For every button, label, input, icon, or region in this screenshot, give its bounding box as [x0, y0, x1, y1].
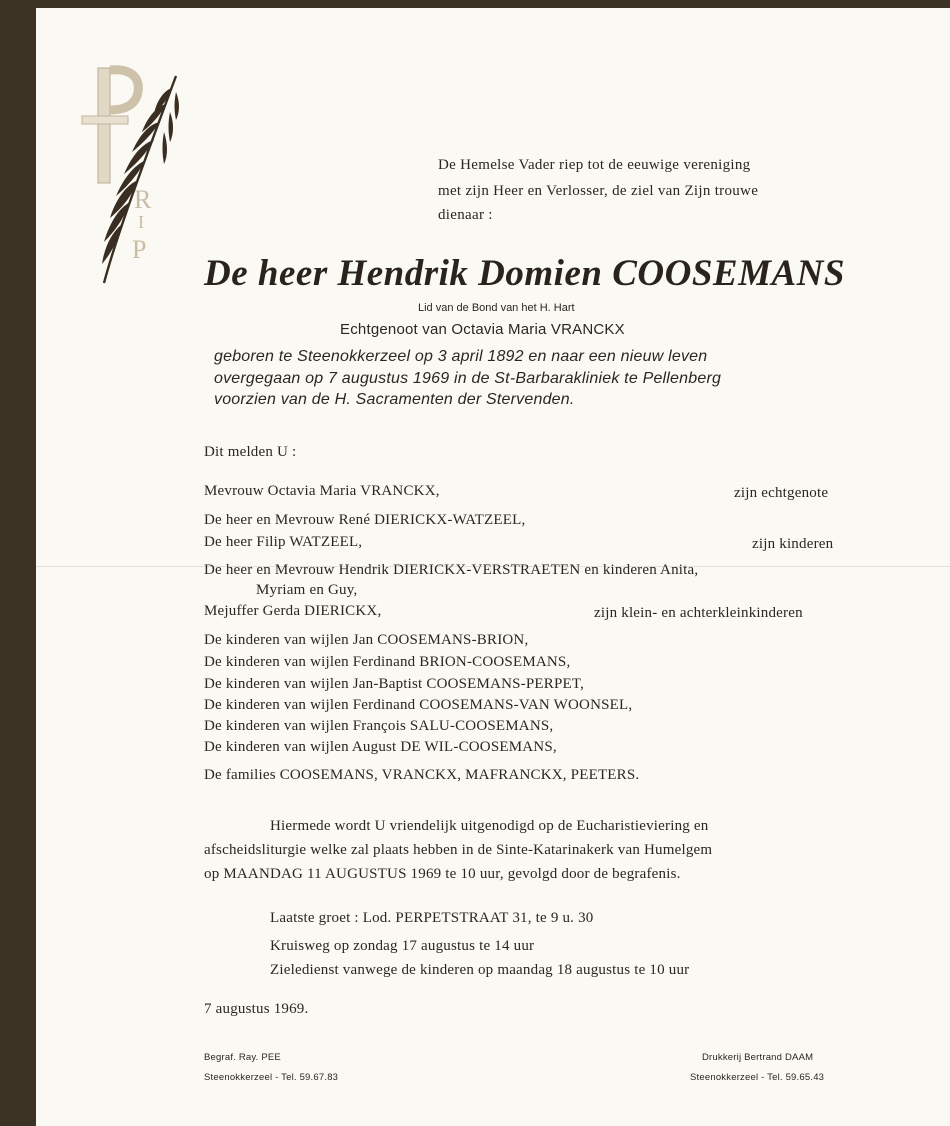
- spouse-mourner: Mevrouw Octavia Maria VRANCKX,: [204, 483, 440, 499]
- undertaker-name: Begraf. Ray. PEE: [204, 1052, 281, 1063]
- printer-name: Drukkerij Bertrand DAAM: [702, 1052, 814, 1063]
- svg-text:I: I: [138, 212, 144, 232]
- schedule-line: Laatste groet : Lod. PERPETSTRAAT 31, te 9 u. 30: [270, 910, 594, 926]
- schedule-line: Kruisweg op zondag 17 augustus te 14 uur: [270, 938, 535, 954]
- svg-text:P: P: [132, 235, 147, 264]
- relative-line: De kinderen van wijlen Ferdinand BRION-COOSEMANS,: [204, 654, 571, 670]
- relative-line: De kinderen van wijlen Jan COOSEMANS-BRION,: [204, 632, 529, 648]
- invitation-line-3: op MAANDAG 11 AUGUSTUS 1969 te 10 uur, gevolgd door de begrafenis.: [204, 866, 681, 882]
- membership-line: Lid van de Bond van het H. Hart: [418, 302, 575, 314]
- children-role: zijn kinderen: [752, 536, 834, 552]
- grandchildren-line-1: De heer en Mevrouw Hendrik DIERICKX-VERSTRAETEN en kinderen Anita,: [204, 562, 699, 578]
- announce-line: Dit melden U :: [204, 444, 297, 460]
- grandchildren-role: zijn klein- en achterkleinkinderen: [594, 605, 803, 621]
- printer-address: Steenokkerzeel - Tel. 59.65.43: [690, 1072, 825, 1083]
- svg-text:R: R: [134, 185, 152, 214]
- undertaker-address: Steenokkerzeel - Tel. 59.67.83: [204, 1072, 339, 1083]
- relative-line: De kinderen van wijlen François SALU-COOSEMANS,: [204, 718, 554, 734]
- grandchildren-line-2: Mejuffer Gerda DIERICKX,: [204, 603, 382, 619]
- deceased-name: De heer Hendrik Domien COOSEMANS: [204, 253, 845, 294]
- invitation-line-1: Hiermede wordt U vriendelijk uitgenodigd op de Eucharistieviering en: [270, 818, 709, 834]
- schedule-line: Zieledienst vanwege de kinderen op maandag 18 augustus te 10 uur: [270, 962, 690, 978]
- children-line-1: De heer en Mevrouw René DIERICKX-WATZEEL,: [204, 512, 526, 528]
- relative-line: De kinderen van wijlen August DE WIL-COOSEMANS,: [204, 739, 557, 755]
- chi-rho-with-palm-branch-icon: [76, 58, 188, 290]
- relative-line: De kinderen van wijlen Ferdinand COOSEMANS-VAN WOONSEL,: [204, 697, 633, 713]
- death-line: overgegaan op 7 augustus 1969 in de St-Barbarakliniek te Pellenberg: [214, 370, 722, 387]
- grandchildren-line-1b: Myriam en Guy,: [256, 582, 358, 598]
- birth-line: geboren te Steenokkerzeel op 3 april 1892 en naar een nieuw leven: [214, 348, 708, 365]
- spouse-role: zijn echtgenote: [734, 485, 829, 501]
- children-line-2: De heer Filip WATZEEL,: [204, 534, 363, 550]
- date-line: 7 augustus 1969.: [204, 1001, 309, 1017]
- families-line: De families COOSEMANS, VRANCKX, MAFRANCKX, PEETERS.: [204, 767, 640, 783]
- relative-line: De kinderen van wijlen Jan-Baptist COOSEMANS-PERPET,: [204, 676, 585, 692]
- intro-line-3: dienaar :: [438, 207, 493, 223]
- intro-line-1: De Hemelse Vader riep tot de eeuwige vereniging: [438, 157, 751, 173]
- intro-line-2: met zijn Heer en Verlosser, de ziel van Zijn trouwe: [438, 183, 759, 199]
- invitation-line-2: afscheidsliturgie welke zal plaats hebben in de Sinte-Katarinakerk van Humelgem: [204, 842, 713, 858]
- sacraments-line: voorzien van de H. Sacramenten der Stervenden.: [214, 391, 575, 408]
- spouse-line: Echtgenoot van Octavia Maria VRANCKX: [340, 321, 625, 338]
